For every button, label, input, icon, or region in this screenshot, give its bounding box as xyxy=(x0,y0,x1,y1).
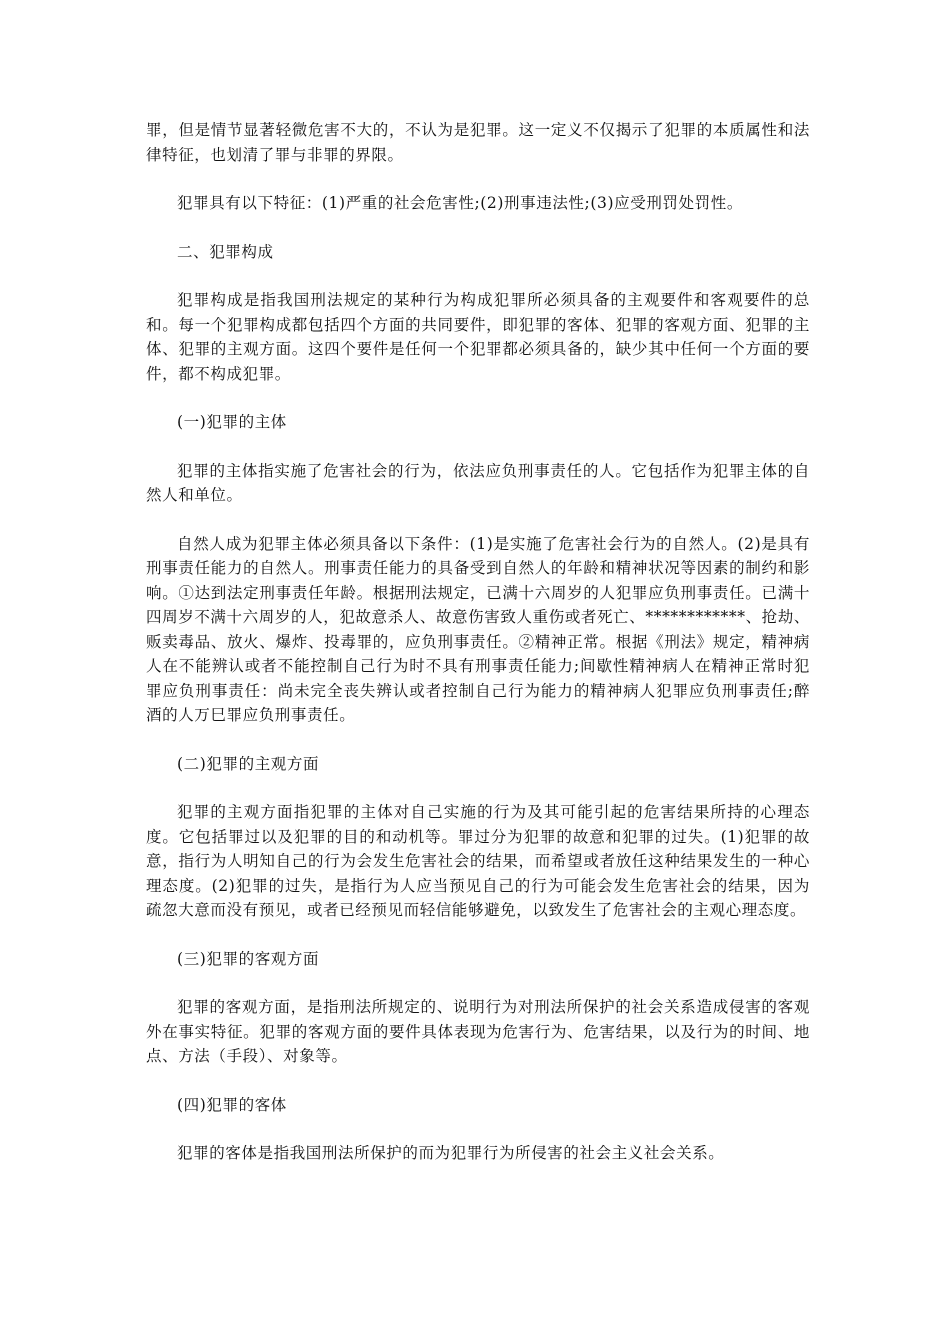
crime-constitution-paragraph: 犯罪构成是指我国刑法规定的某种行为构成犯罪所必须具备的主观要件和客观要件的总和。每一个犯罪构成都包括四个方面的共同要件，即犯罪的客体、犯罪的客观方面、犯罪的主体、犯罪的主观方面。这四个要件是任何一个犯罪都必须具备的，缺少其中任何一个方面的要件，都不构成犯罪。 xyxy=(146,291,810,383)
subsection-heading-subject: (一)犯罪的主体 xyxy=(177,413,287,431)
continued-paragraph: 罪，但是情节显著轻微危害不大的，不认为是犯罪。这一定义不仅揭示了犯罪的本质属性和法律特征，也划清了罪与非罪的界限。 xyxy=(146,121,810,164)
subjective-aspect-paragraph: 犯罪的主观方面指犯罪的主体对自己实施的行为及其可能引起的危害结果所持的心理态度。它包括罪过以及犯罪的目的和动机等。罪过分为犯罪的故意和犯罪的过失。(1)犯罪的故意，指行为人明知自己的行为会发生危害社会的结果，而希望或者放任这种结果发生的一种心理态度。(2)犯罪的过失，是指行为人应当预见自己的行为可能会发生危害社会的结果，因为疏忽大意而没有预见，或者已经预见而轻信能够避免，以致发生了危害社会的主观心理态度。 xyxy=(146,803,810,919)
object-paragraph: 犯罪的客体是指我国刑法所保护的而为犯罪行为所侵害的社会主义社会关系。 xyxy=(177,1144,725,1162)
natural-person-paragraph: 自然人成为犯罪主体必须具备以下条件：(1)是实施了危害社会行为的自然人。(2)是具有刑事责任能力的自然人。刑事责任能力的具备受到自然人的年龄和精神状况等因素的制约和影响。①达到法定刑事责任年龄。根据刑法规定，已满十六周岁的人犯罪应负刑事责任。已满十四周岁不满十六周岁的人，犯故意杀人、故意伤害致人重伤或者死亡、************、抢劫、贩卖毒品、放火、爆炸、投毒罪的，应负刑事责任。②精神正常。根据《刑法》规定，精神病人在不能辨认或者不能控制自己行为时不具有刑事责任能力;间歇性精神病人在精神正常时犯罪应负刑事责任：尚未完全丧失辨认或者控制自己行为能力的精神病人犯罪应负刑事责任;醉酒的人万巳罪应负刑事责任。 xyxy=(146,534,810,724)
subject-paragraph: 犯罪的主体指实施了危害社会的行为，依法应负刑事责任的人。它包括作为犯罪主体的自然人和单位。 xyxy=(146,461,810,504)
subsection-heading-object: (四)犯罪的客体 xyxy=(177,1095,287,1114)
subsection-heading-objective-aspect: (三)犯罪的客观方面 xyxy=(177,949,320,968)
document-page xyxy=(146,118,810,1190)
subsection-heading-subjective-aspect: (二)犯罪的主观方面 xyxy=(177,754,320,773)
objective-aspect-paragraph: 犯罪的客观方面，是指刑法所规定的、说明行为对刑法所保护的社会关系造成侵害的客观外在事实特征。犯罪的客观方面的要件具体表现为危害行为、危害结果，以及行为的时间、地点、方法（手段）、对象等。 xyxy=(146,998,810,1065)
section-heading-crime-constitution: 二、犯罪构成 xyxy=(177,242,274,261)
crime-features-paragraph: 犯罪具有以下特征：(1)严重的社会危害性;(2)刑事违法性;(3)应受刑罚处罚性。 xyxy=(177,194,743,212)
